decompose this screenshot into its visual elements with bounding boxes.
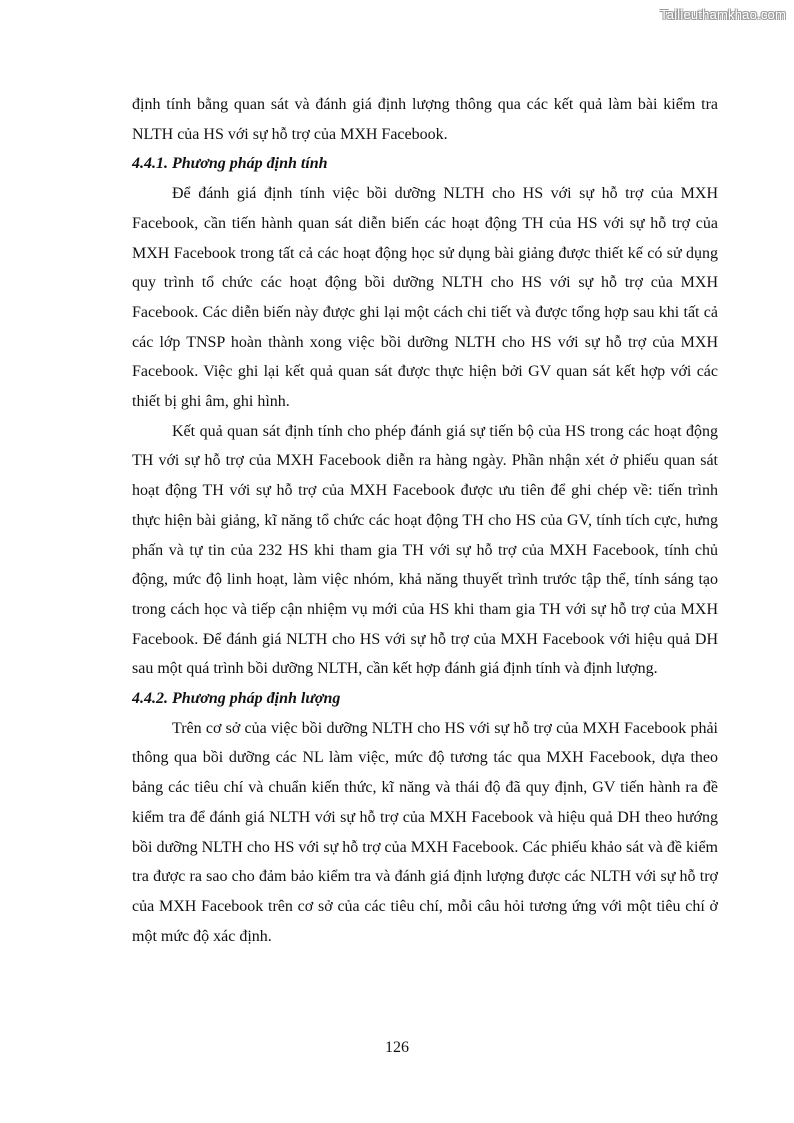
- section-heading-4-4-2: 4.4.2. Phương pháp định lượng: [132, 690, 341, 708]
- section-heading-4-4-1: 4.4.1. Phương pháp định tính: [132, 155, 328, 173]
- paragraph-continuation: định tính bằng quan sát và đánh giá định lượng thông qua các kết quả làm bài kiểm tra NLTH của HS với sự hỗ trợ của MXH Facebook.: [132, 96, 718, 143]
- paragraph-qualitative-results: Kết quả quan sát định tính cho phép đánh giá sự tiến bộ của HS trong các hoạt động TH với sự hỗ trợ của MXH Facebook diễn ra hàng ngày. Phần nhận xét ở phiếu quan sát hoạt động TH với sự hỗ trợ của MXH Facebook được ưu tiên để ghi chép về: tiến trình thực hiện bài giảng, kĩ năng tổ chức các hoạt động TH cho HS của GV, tính tích cực, hưng phấn và tự tin của 232 HS khi tham gia TH với sự hỗ trợ của MXH Facebook, tính chủ động, mức độ linh hoạt, làm việc nhóm, khả năng thuyết trình trước tập thể, tính sáng tạo trong cách học và tiếp cận nhiệm vụ mới của HS khi tham gia TH với sự hỗ trợ của MXH Facebook. Để đánh giá NLTH cho HS với sự hỗ trợ của MXH Facebook với hiệu quả DH sau một quá trình bồi dưỡng NLTH, cần kết hợp đánh giá định tính và định lượng.: [132, 422, 718, 678]
- paragraph-quantitative-method: Trên cơ sở của việc bồi dưỡng NLTH cho HS với sự hỗ trợ của MXH Facebook phải thông qua bồi dưỡng các NL làm việc, mức độ tương tác qua MXH Facebook, dựa theo bảng các tiêu chí và chuẩn kiến thức, kĩ năng và thái độ đã quy định, GV tiến hành ra đề kiểm tra để đánh giá NLTH với sự hỗ trợ của MXH Facebook và hiệu quả DH theo hướng bồi dưỡng NLTH cho HS với sự hỗ trợ của MXH Facebook. Các phiếu khảo sát và đề kiểm tra được ra sao cho đảm bảo kiểm tra và đánh giá định lượng được các NLTH với sự hỗ trợ của MXH Facebook trên cơ sở của các tiêu chí, mỗi câu hỏi tương ứng với một tiêu chí ở một mức độ xác định.: [132, 719, 718, 945]
- page-number: 126: [385, 1039, 409, 1056]
- paragraph-qualitative-method: Để đánh giá định tính việc bồi dưỡng NLTH cho HS với sự hỗ trợ của MXH Facebook, cần tiến hành quan sát diễn biến các hoạt động TH của HS với sự hỗ trợ của MXH Facebook trong tất cả các hoạt động học sử dụng bài giảng được thiết kế có sử dụng quy trình tổ chức các hoạt động bồi dưỡng NLTH cho HS với sự hỗ trợ của MXH Facebook. Các diễn biến này được ghi lại một cách chi tiết và được tổng hợp sau khi tất cả các lớp TNSP hoàn thành xong việc bồi dưỡng NLTH cho HS với sự hỗ trợ của MXH Facebook. Việc ghi lại kết quả quan sát được thực hiện bởi GV quan sát kết hợp với các thiết bị ghi âm, ghi hình.: [132, 185, 718, 411]
- watermark: Tailieuthamkhao.com: [660, 7, 786, 22]
- page-content: [132, 90, 718, 951]
